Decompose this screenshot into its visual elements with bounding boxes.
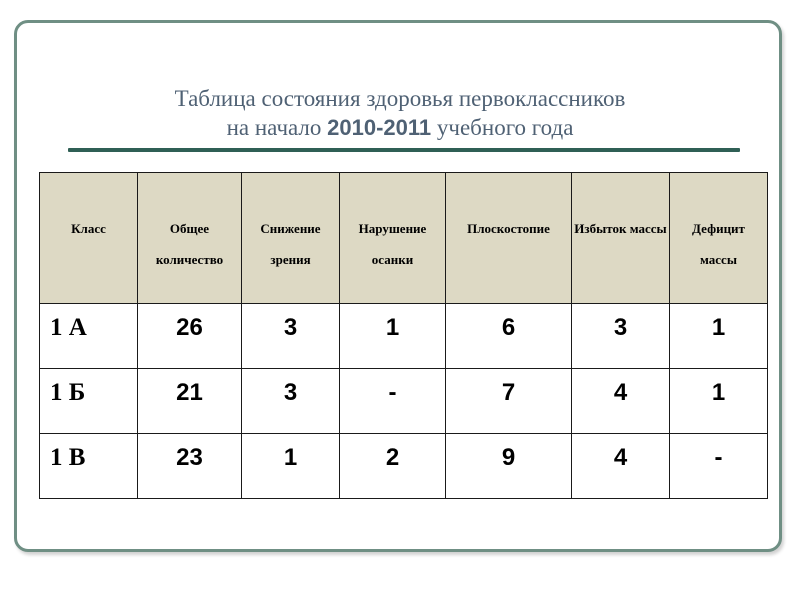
overweight-cell: 4 — [572, 434, 670, 499]
total-cell: 26 — [138, 304, 242, 369]
flatfoot-cell: 9 — [446, 434, 572, 499]
table-row — [40, 304, 768, 369]
underweight-cell: 1 — [670, 369, 768, 434]
table-row — [40, 434, 768, 499]
header-row — [40, 173, 768, 304]
posture-cell: 2 — [340, 434, 446, 499]
flatfoot-cell: 7 — [446, 369, 572, 434]
class-cell: 1 А — [40, 304, 138, 369]
total-cell: 21 — [138, 369, 242, 434]
vision-cell: 3 — [242, 304, 340, 369]
header-vision: Снижение зрения — [242, 173, 340, 304]
overweight-cell: 4 — [572, 369, 670, 434]
header-overweight: Избыток массы — [572, 173, 670, 304]
total-cell: 23 — [138, 434, 242, 499]
title-suffix: учебного года — [431, 115, 574, 140]
header-total: Общее количество — [138, 173, 242, 304]
vision-cell: 3 — [242, 369, 340, 434]
header-underweight: Дефицит массы — [670, 173, 768, 304]
vision-cell: 1 — [242, 434, 340, 499]
overweight-cell: 3 — [572, 304, 670, 369]
slide-title — [0, 84, 800, 142]
posture-cell: - — [340, 369, 446, 434]
school-year: 2010-2011 — [327, 115, 432, 140]
posture-cell: 1 — [340, 304, 446, 369]
title-prefix: на начало — [226, 115, 328, 140]
flatfoot-cell: 6 — [446, 304, 572, 369]
header-flatfoot: Плоскостопие — [446, 173, 572, 304]
table-row — [40, 369, 768, 434]
title-underline — [68, 148, 740, 152]
title-line-1: Таблица состояния здоровья первоклассников — [174, 86, 626, 111]
class-cell: 1 Б — [40, 369, 138, 434]
underweight-cell: - — [670, 434, 768, 499]
header-posture: Нарушение осанки — [340, 173, 446, 304]
title-line-2 — [0, 113, 800, 142]
header-class: Класс — [40, 173, 138, 304]
underweight-cell: 1 — [670, 304, 768, 369]
health-table — [39, 172, 768, 499]
class-cell: 1 В — [40, 434, 138, 499]
